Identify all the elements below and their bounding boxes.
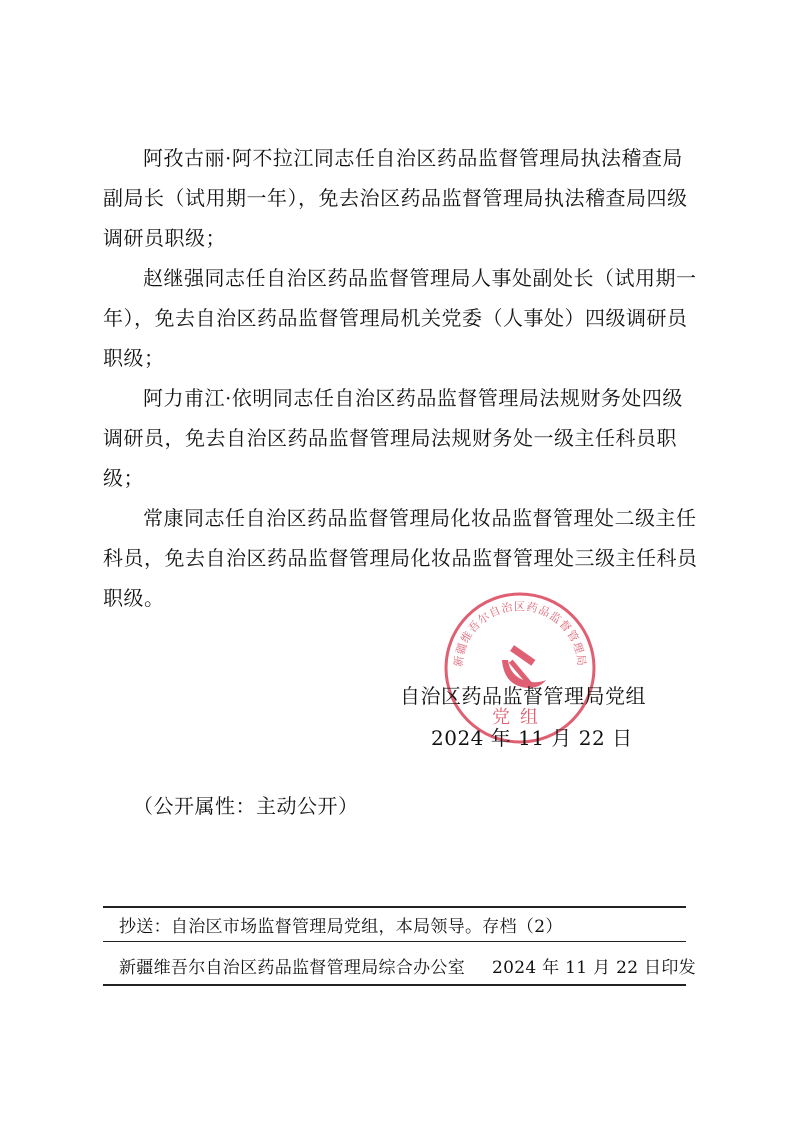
appointment-paragraph-4: 常康同志任自治区药品监督管理局化妆品监督管理处二级主任科员，免去自治区药品监督管理局化妆品监督管理处三级主任科员职级。 [103,506,698,610]
issue-date: 2024 年 11 月 22 日印发 [492,958,696,978]
appointment-paragraph-1: 阿孜古丽·阿不拉江同志任自治区药品监督管理局执法稽查局副局长（试用期一年），免去治区药品监督管理局执法稽查局四级调研员职级； [103,146,688,250]
footer-rule-top [103,906,686,908]
signing-date: 2024 年 11 月 22 日 [431,726,633,750]
footer-rule-middle [103,941,686,942]
issuing-office: 新疆维吾尔自治区药品监督管理局综合办公室 [119,958,465,978]
appointment-paragraph-2: 赵继强同志任自治区药品监督管理局人事处副处长（试用期一年），免去自治区药品监督管理局机关党委（人事处）四级调研员职级； [103,266,697,370]
appointment-paragraph-3: 阿力甫江·依明同志任自治区药品监督管理局法规财务处四级调研员，免去自治区药品监督管理局法规财务处一级主任科员职级； [103,386,683,490]
seal-top-text: 新疆维吾尔自治区药品监督管理局 [451,600,589,668]
seal-bottom-text: 党组 [492,707,548,728]
cc-line: 抄送：自治区市场监督管理局党组，本局领导。存档（2） [119,917,563,937]
disclosure-attribute: （公开属性：主动公开） [133,794,359,818]
signing-organization: 自治区药品监督管理局党组 [400,684,646,708]
footer-rule-bottom [103,984,686,986]
